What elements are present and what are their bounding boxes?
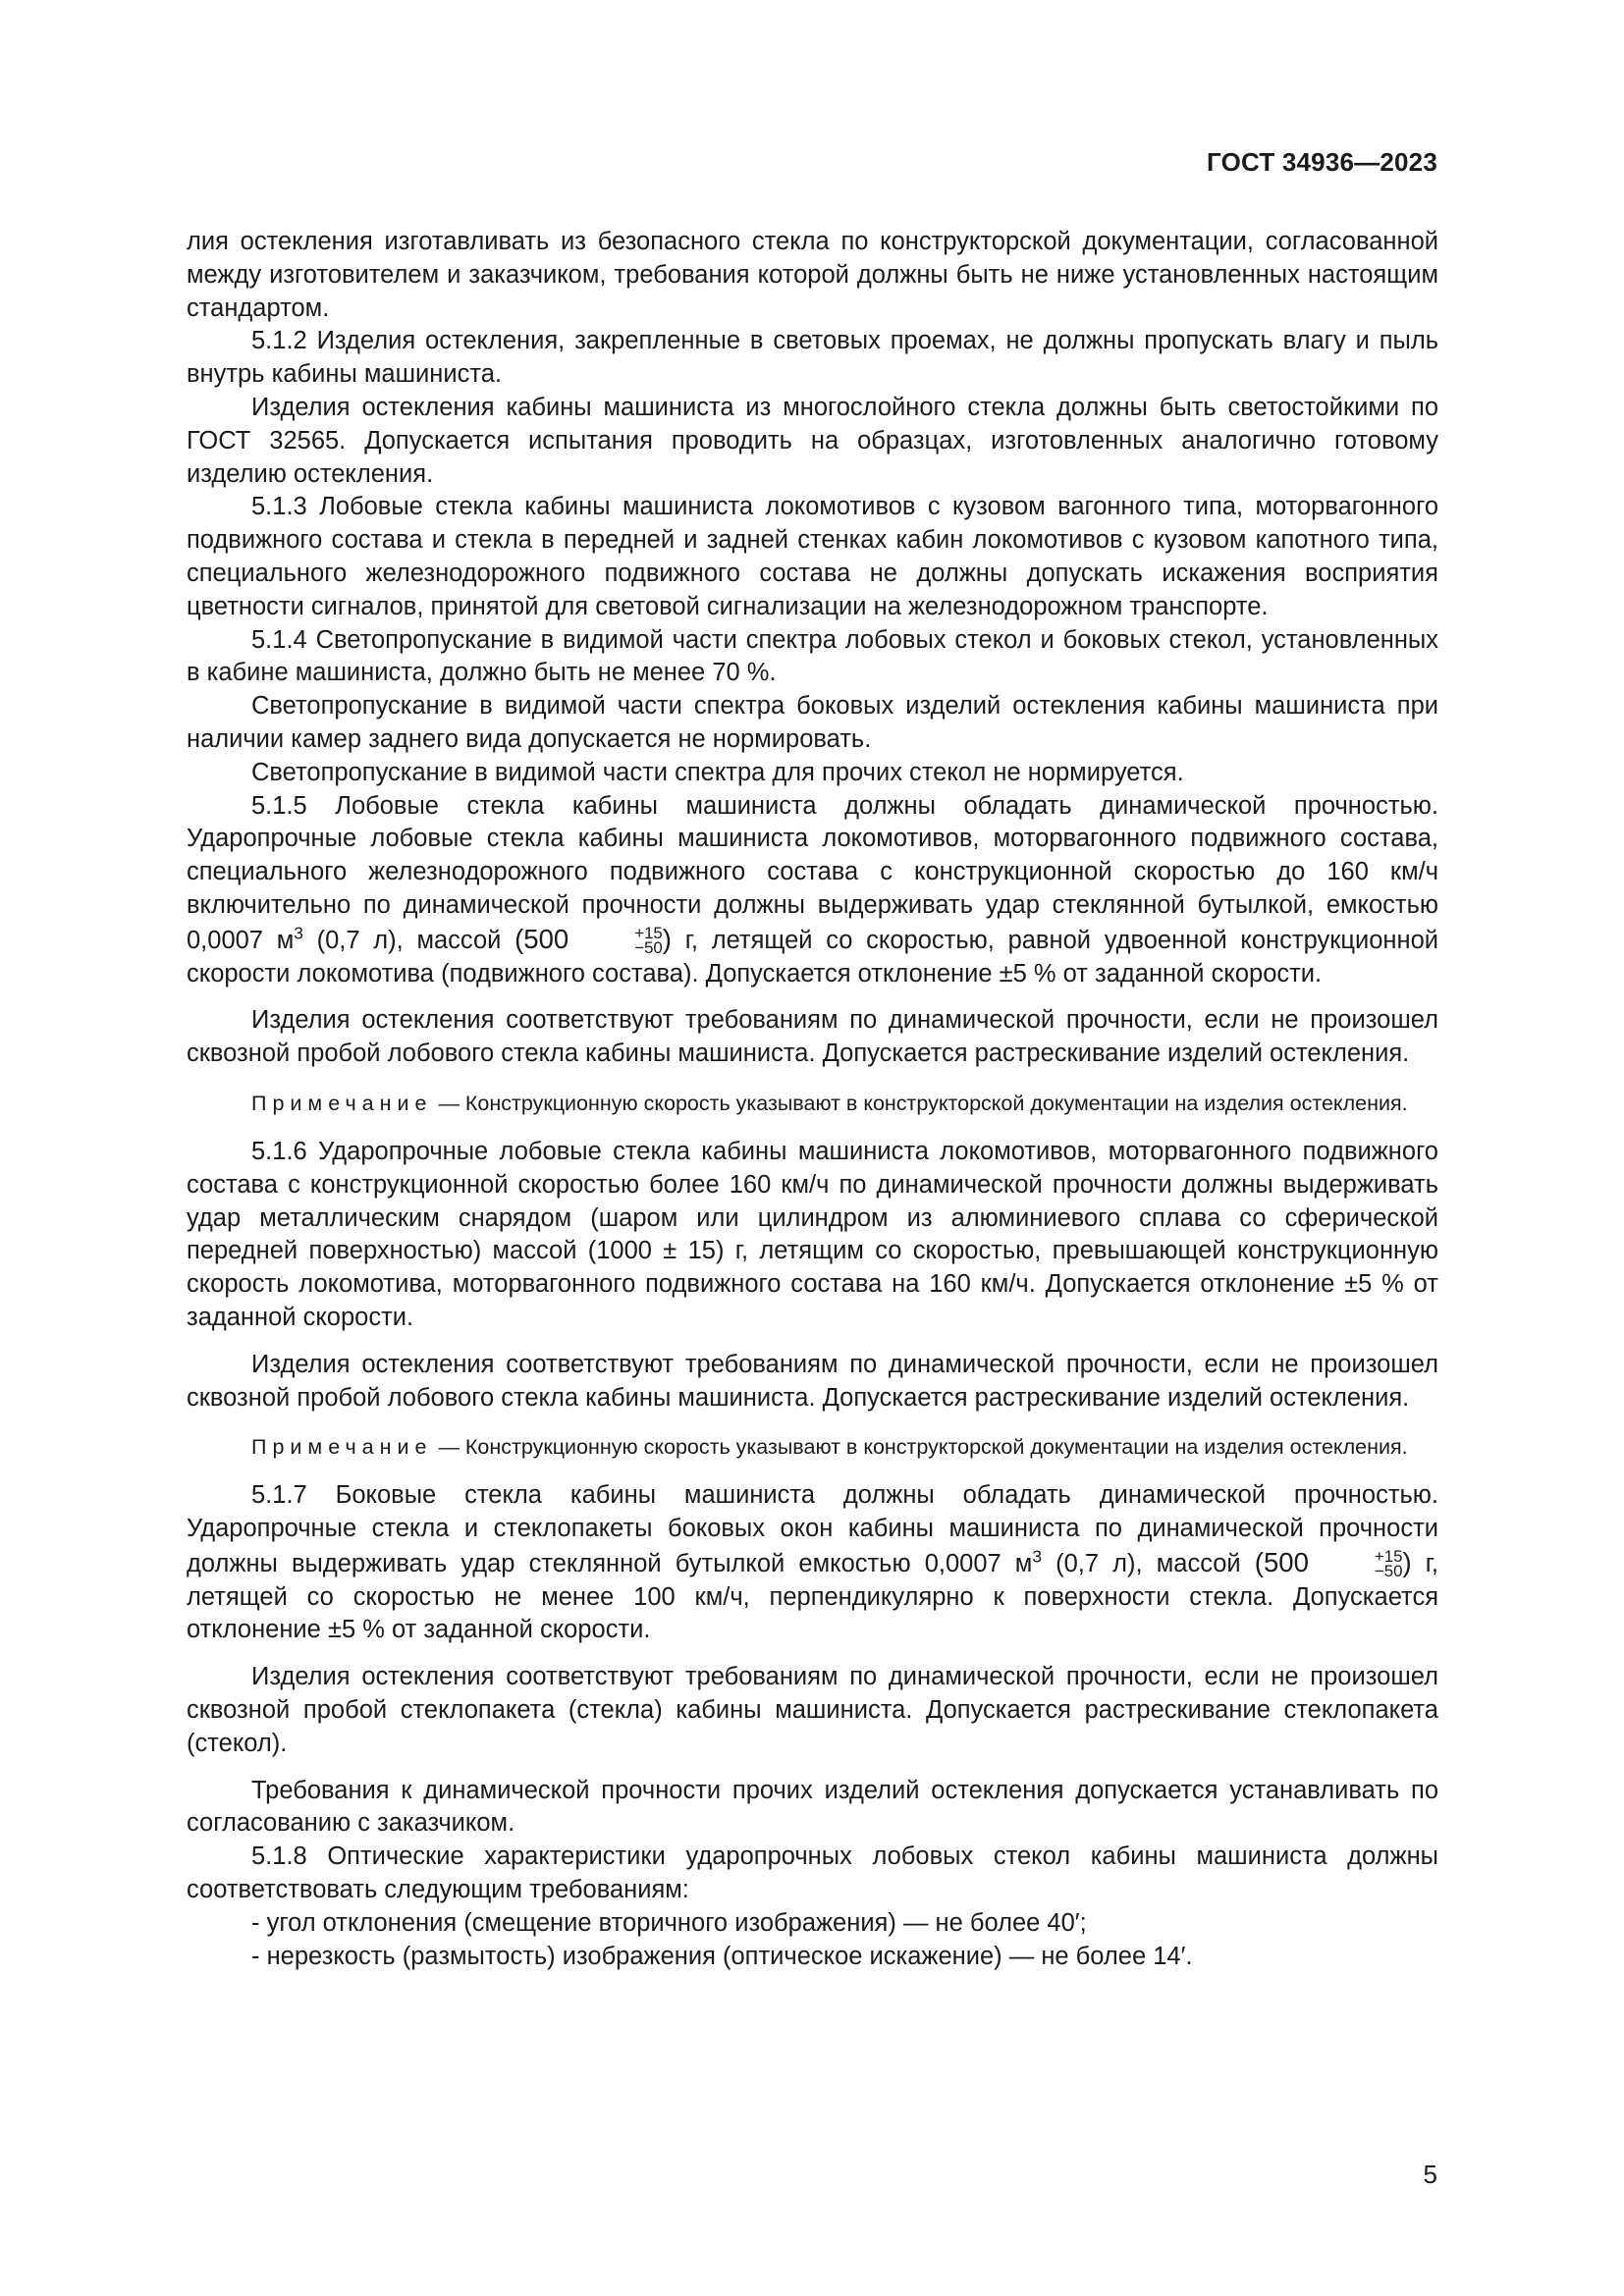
list-item: - угол отклонения (смещение вторичного изображения) — не более 40′; [251, 1908, 1087, 1937]
note [187, 1089, 1438, 1118]
paragraph-5-1-4: 5.1.4 Светопропускание в видимой части спектра лобовых стекол и боковых стекол, установленных в кабине машиниста, должно быть не менее 70 %. [187, 625, 1438, 687]
paragraph: Светопропускание в видимой части спектра боковых изделий остекления кабины машиниста при наличии камер заднего вида допускается не нормировать. [187, 692, 1438, 753]
paragraph-5-1-5 [187, 790, 1438, 991]
superscript: 3 [1032, 1546, 1042, 1567]
paragraph: Светопропускание в видимой части спектра для прочих стекол не нормируется. [251, 758, 1184, 786]
paragraph-5-1-2: 5.1.2 Изделия остекления, закрепленные в световых проемах, не должны пропускать влагу и пыль внутрь кабины машиниста. [187, 327, 1438, 389]
paragraph: Требования к динамической прочности прочих изделий остекления допускается устанавливать по согласованию с заказчиком. [187, 1776, 1438, 1838]
text: 5.1.5 Лобовые стекла кабины машиниста должны обладать динамической прочностью. Ударопрочные лобовые стекла кабины машиниста локомотивов, моторвагонного подвижного состава, специального железнодорожного подвижного состава с конструкционной скоростью до 160 км/ч включительно по динамической прочности должны выдерживать удар стеклянной бутылкой, емкостью 0,0007 м [187, 791, 1438, 954]
paragraph: Изделия остекления соответствуют требованиям по динамической прочности, если не произошел сквозной пробой лобового стекла кабины машиниста. Допускается растрескивание изделий остекления. [187, 1350, 1438, 1412]
text: (0,7 л), массой [316, 926, 502, 954]
paragraph: Изделия остекления соответствуют требованиям по динамической прочности, если не произошел сквозной пробой стеклопакета (стекла) кабины машиниста. Допускается растрескивание стеклопакета (стекол). [187, 1663, 1438, 1757]
mass-close: ) [1402, 1546, 1412, 1577]
note-label: Примечание [251, 1435, 433, 1460]
document-body [187, 226, 1438, 1973]
mass-close: ) [662, 923, 672, 954]
tolerance-minus: −50 [634, 938, 663, 957]
note-label: Примечание [251, 1091, 433, 1115]
mass-open: (500 [1254, 1546, 1309, 1577]
tolerance [1310, 1546, 1403, 1581]
text: г, летящей со скоростью не менее 100 км/ч, перпендикулярно к поверхности стекла. Допускается отклонение ±5 % от заданной скорости. [187, 1549, 1439, 1644]
standard-designation: ГОСТ 34936—2023 [1207, 147, 1437, 177]
paragraph: лия остекления изготавливать из безопасного стекла по конструкторской документации, согласованной между изготовителем и заказчиком, требования которой должны быть не ниже установленных настоящим стандартом. [187, 228, 1438, 322]
superscript: 3 [294, 923, 303, 943]
tolerance [569, 923, 663, 957]
text: (0,7 л), массой [1056, 1549, 1241, 1577]
text: г, летящей со скоростью, равной удвоенной конструкционной скорости локомотива (подвижного состава). Допускается отклонение ±5 % от заданной скорости. [187, 926, 1438, 988]
note-text: — Конструкционную скорость указывают в конструкторской документации на изделия остекления. [438, 1091, 1408, 1115]
paragraph-5-1-7 [187, 1479, 1438, 1647]
mass-open: (500 [514, 923, 569, 954]
paragraph-5-1-8: 5.1.8 Оптические характеристики ударопрочных лобовых стекол кабины машиниста должны соответствовать следующим требованиям: [187, 1842, 1438, 1904]
paragraph: Изделия остекления соответствуют требованиям по динамической прочности, если не произошел сквозной пробой лобового стекла кабины машиниста. Допускается растрескивание изделий остекления. [187, 1006, 1438, 1068]
note [187, 1432, 1438, 1462]
paragraph: Изделия остекления кабины машиниста из многослойного стекла должны быть светостойкими по ГОСТ 32565. Допускается испытания проводить на образцах, изготовленных аналогично готовому изделию остекления. [187, 393, 1438, 488]
list-item: - нерезкость (размытость) изображения (оптическое искажение) — не более 14′. [251, 1942, 1193, 1970]
text: 5.1.7 Боковые стекла кабины машиниста должны обладать динамической прочностью. Ударопрочные стекла и стеклопакеты боковых окон кабины машиниста по динамической прочности должны выдерживать удар стеклянной бутылкой емкостью 0,0007 м [187, 1481, 1438, 1577]
tolerance-minus: −50 [1374, 1562, 1403, 1581]
tolerance-plus: +15 [634, 923, 663, 942]
note-text: — Конструкционную скорость указывают в конструкторской документации на изделия остекления. [438, 1435, 1408, 1460]
page-number: 5 [1423, 2160, 1437, 2189]
paragraph-5-1-3: 5.1.3 Лобовые стекла кабины машиниста локомотивов с кузовом вагонного типа, моторвагонного подвижного состава и стекла в передней и задней стенках кабин локомотивов с кузовом капотного типа, специального железнодорожного подвижного состава не должны допускать искажения восприятия цветности сигналов, принятой для световой сигнализации на железнодорожном транспорте. [187, 493, 1438, 620]
paragraph-5-1-6: 5.1.6 Ударопрочные лобовые стекла кабины машиниста локомотивов, моторвагонного подвижного состава с конструкционной скоростью более 160 км/ч по динамической прочности должны выдерживать удар металлическим снарядом (шаром или цилиндром из алюминиевого сплава со сферической передней поверхностью) массой (1000 ± 15) г, летящим со скоростью, превышающей конструкционную скорость локомотива, моторвагонного подвижного состава на 160 км/ч. Допускается отклонение ±5 % от заданной скорости. [187, 1137, 1438, 1331]
tolerance-plus: +15 [1374, 1546, 1403, 1566]
